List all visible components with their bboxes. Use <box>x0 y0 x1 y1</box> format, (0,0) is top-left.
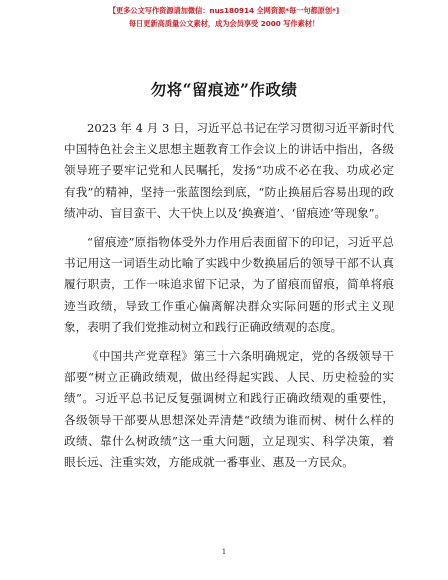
paragraph-2: “留痕迹”原指物体受外力作用后表面留下的印记，习近平总书记用这一词语生动比喻了实践中少数换届后的领导干部不认真履行职责，工作一味追求留下记录，为了留痕而留痕，简单将痕迹当政绩，导致工作重心偏离解决群众实际问题的形式主义现象，表明了我们党推动树立和践行正确政绩观的态度。 <box>64 235 394 334</box>
promo-banner-line-2: 每日更新高质量公文素材，成为会员享受 2000 写作素材！ <box>128 19 320 28</box>
page-number: 1 <box>221 547 227 556</box>
paragraph-3: 《中国共产党章程》第三十六条明确规定，党的各级领导干部要“树立正确政绩观，做出经得起实践、人民、历史检验的实绩”。习近平总书记反复强调树立和践行正确政绩观的重要性，各级领导干部要从思想深处弄清楚“政绩为谁而树、树什么样的政绩、靠什么树政绩”这一重大问题，立足现实、科学决策，着眼长远、注重实效，方能成就一番事业、惠及一方民众。 <box>64 349 394 470</box>
paragraph-1: 2023 年 4 月 3 日，习近平总书记在学习贯彻习近平新时代中国特色社会主义思想主题教育工作会议上的讲话中指出，各级领导班子要牢记党和人民嘱托，发扬“功成不必在我、功成必定有我”的精神，坚持一张蓝图绘到底，“防止换届后容易出现的政绩冲动、盲目蛮干、大干快上以及‘换赛道’、‘留痕迹’等现象”。 <box>64 121 394 220</box>
document-title: 勿将“留痕迹”作政绩 <box>150 80 298 99</box>
promo-banner-line-1: 【更多公文写作资源请加微信：nus180914 全网资源*每一句都原创*] <box>108 6 340 15</box>
document-body <box>64 118 394 481</box>
